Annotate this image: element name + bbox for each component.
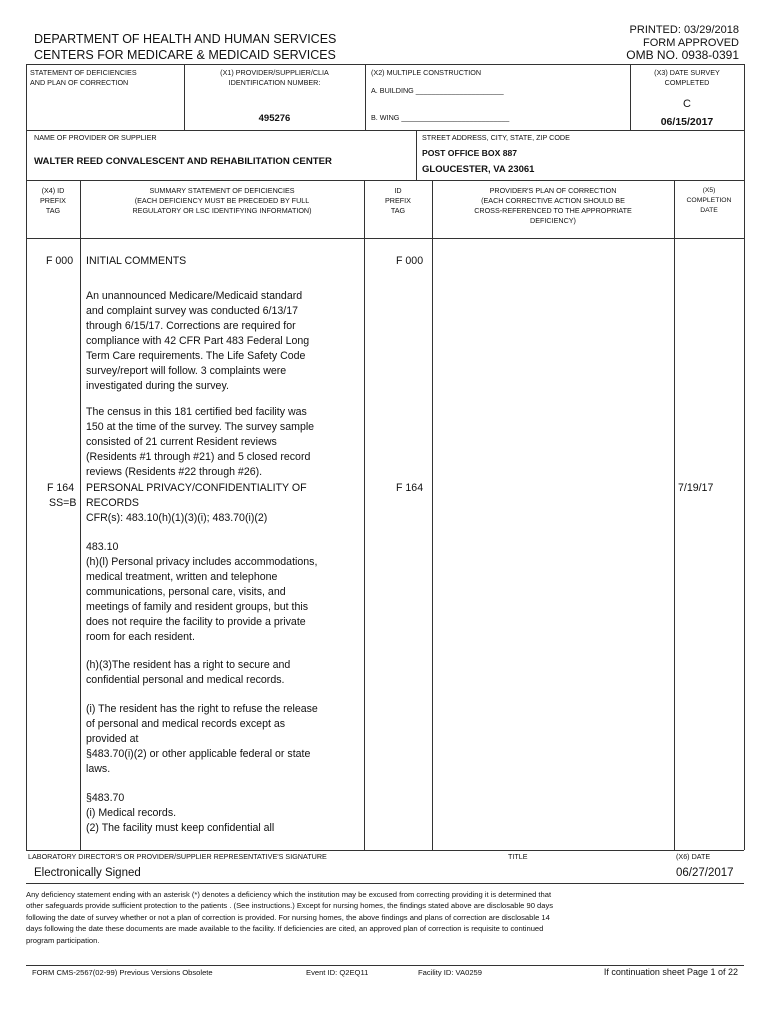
f164-scope: SS=B [49,497,77,509]
f000-id: F 000 [396,255,424,267]
medical-records-paragraph: §483.70 (i) Medical records. (2) The facility must keep confidential all [86,792,275,834]
census-paragraph: The census in this 181 certified bed facility was 150 at the time of the survey. The survey sample consisted of 21 current Resident reviews (Residents #1 through #21) and 5 closed record reviews (Residents #22 through #26). [86,406,315,478]
survey-date: 06/15/2017 [660,116,714,128]
disclaimer: Any deficiency statement ending with an asterisk (*) denotes a deficiency which the institution may be excused from correcting providing it is determined that other safeguards provide sufficient protection to the patients . (See instructions.) Except for nursing homes, the findings stated above are disclosable 90 days following the date of survey whether or not a plan of correction is provided. For nursing homes, the above findings and plans of correction are disclosable 14 days following the date these documents are made available to the facility. If deficiencies are cited, an approved plan of correction is requisite to continued program participation. [26,890,554,945]
header-agency [34,31,336,63]
f164-title: PERSONAL PRIVACY/CONFIDENTIALITY OF RECORDS CFR(s): 483.10(h)(1)(3)(i); 483.70(i)(2) [86,482,307,524]
f164-completion-date: 7/19/17 [678,482,714,494]
plan-header: PROVIDER'S PLAN OF CORRECTION (EACH CORRECTIVE ACTION SHOULD BE CROSS-REFERENCED TO THE APPROPRIATE DEFICIENCY) [474,186,632,225]
summary-header: SUMMARY STATEMENT OF DEFICIENCIES (EACH DEFICIENCY MUST BE PRECEDED BY FULL REGULATORY OR LSC IDENTIFYING INFORMATION) [132,186,312,215]
f164-tag: F 164 [47,482,75,494]
id-header: ID PREFIX TAG [385,186,411,215]
form-approved: FORM APPROVED [643,36,739,49]
date-label: (X6) DATE [676,852,711,861]
address-line1: POST OFFICE BOX 887 [422,148,518,158]
title-label: TITLE [508,852,528,861]
f000-title: INITIAL COMMENTS [86,255,187,267]
signature-label: LABORATORY DIRECTOR'S OR PROVIDER/SUPPLIER REPRESENTATIVE'S SIGNATURE [28,852,327,861]
address-line2: GLOUCESTER, VA 23061 [422,164,535,175]
provider-label: NAME OF PROVIDER OR SUPPLIER [34,133,157,142]
survey-paragraph: An unannounced Medicare/Medicaid standard and complaint survey was conducted 6/13/17 through 6/15/17. Corrections are required for compliance with 42 CFR Part 483 Federal Long Term Care requirements. The Life Safety Code survey/report will follow. 3 complaints were investigated during the survey. [86,290,310,392]
printed-date: PRINTED: 03/29/2018 [629,24,739,36]
provider-name: WALTER REED CONVALESCENT AND REHABILITATION CENTER [34,156,332,167]
form-id: FORM CMS-2567(02-99) Previous Versions Obsolete [32,968,213,977]
header-meta [626,24,739,62]
x2-label: (X2) MULTIPLE CONSTRUCTION [371,68,482,77]
facility-id: Facility ID: VA0259 [418,968,483,977]
address-label: STREET ADDRESS, CITY, STATE, ZIP CODE [422,133,570,142]
department-name: DEPARTMENT OF HEALTH AND HUMAN SERVICES [34,32,337,46]
x3-label: (X3) DATE SURVEY COMPLETED [654,68,720,87]
x1-label: (X1) PROVIDER/SUPPLIER/CLIA IDENTIFICATION NUMBER: [220,68,329,87]
f000-tag: F 000 [46,255,74,267]
provider-id: 495276 [258,113,291,124]
centers-name: CENTERS FOR MEDICARE & MEDICAID SERVICES [34,48,336,62]
x5-header: (X5) COMPLETION DATE [686,187,732,214]
privacy-paragraph: 483.10 (h)(l) Personal privacy includes accommodations, medical treatment, written and telephone communications, personal care, visits, and meetings of family and resident groups, but this does not require the facility to provide a private room for each resident. [86,541,318,643]
event-id: Event ID: Q2EQ11 [306,968,369,977]
signature-value: Electronically Signed [34,867,141,879]
page-counter: If continuation sheet Page 1 of 22 [603,967,738,977]
records-paragraph: (h)(3)The resident has a right to secure and confidential personal and medical records. [86,659,291,686]
x4-header: (X4) ID PREFIX TAG [40,186,66,215]
release-paragraph: (i) The resident has the right to refuse the release of personal and medical records except as provided at §483.70(i)(2) or other applicable federal or state laws. [86,703,318,775]
statement-label: STATEMENT OF DEFICIENCIES AND PLAN OF CORRECTION [30,68,137,87]
signature-date: 06/27/2017 [676,867,734,879]
omb-number: OMB NO. 0938-0391 [626,48,739,62]
f164-id: F 164 [396,482,424,494]
x2-building: A. BUILDING ______________________ [371,86,504,95]
x2-wing: B. WING ___________________________ [371,113,510,122]
survey-code: C [683,98,691,110]
